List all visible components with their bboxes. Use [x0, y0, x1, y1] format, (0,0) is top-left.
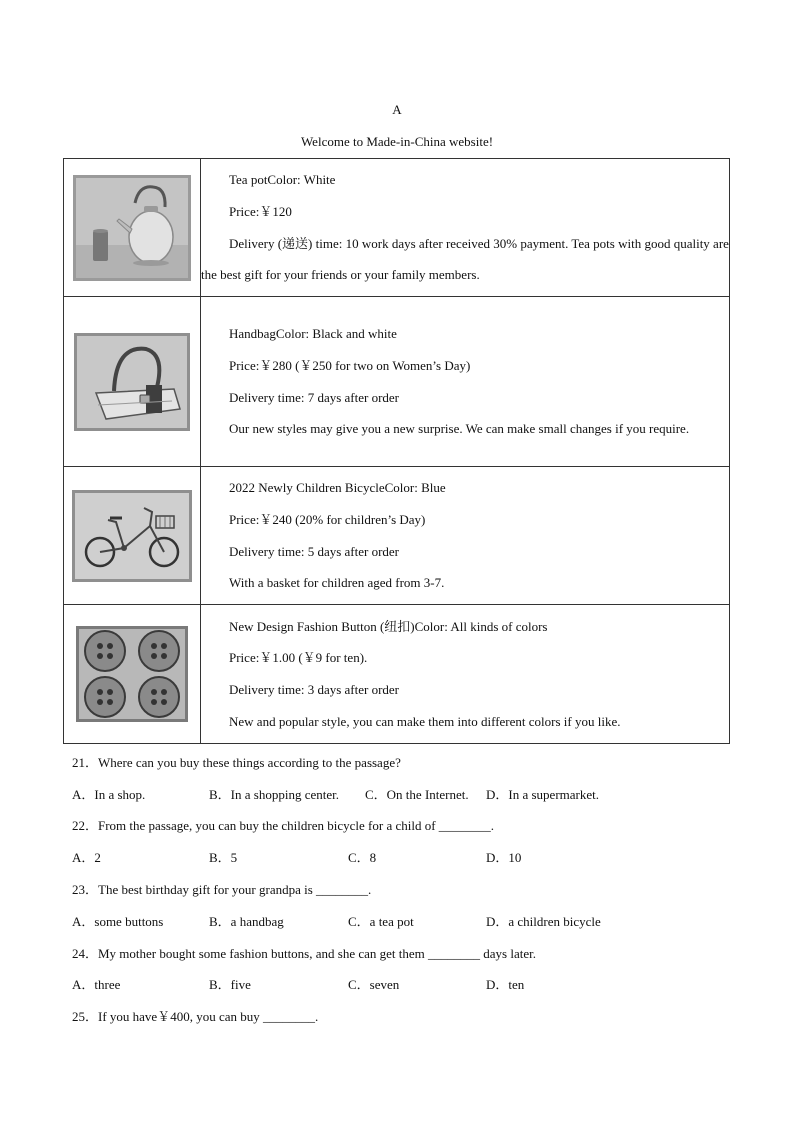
teapot-photo-icon — [73, 175, 191, 281]
product-delivery: Delivery (递送) time: 10 work days after received 30% payment. Tea pots with good quality are the best gift for your friends or your family members. — [201, 235, 729, 283]
option-24-c[interactable]: C．seven — [348, 977, 400, 992]
option-22-c[interactable]: C．8 — [348, 850, 377, 865]
option-23-d[interactable]: D．a children bicycle — [486, 914, 601, 929]
option-21-b[interactable]: B．In a shopping center. — [209, 787, 339, 802]
option-23-b[interactable]: B．a handbag — [209, 914, 284, 929]
product-name-color: New Design Fashion Button (纽扣)Color: All kinds of colors — [229, 618, 548, 634]
option-24-d[interactable]: D．ten — [486, 977, 525, 992]
question-25: 25．If you have￥400, you can buy ________. — [72, 1009, 319, 1024]
product-delivery: Delivery time: 7 days after order — [229, 389, 400, 405]
product-table — [63, 158, 730, 744]
option-22-b[interactable]: B．5 — [209, 850, 238, 865]
product-image-cell — [64, 467, 201, 605]
section-letter: A — [392, 102, 402, 117]
bicycle-photo-icon — [72, 490, 192, 582]
product-note: New and popular style, you can make them into different colors if you like. — [229, 713, 621, 729]
option-23-c[interactable]: C．a tea pot — [348, 914, 414, 929]
product-details — [201, 159, 730, 297]
product-name-color: 2022 Newly Children BicycleColor: Blue — [229, 480, 446, 496]
option-22-a[interactable]: A．2 — [72, 850, 101, 865]
product-name-color: HandbagColor: Black and white — [229, 326, 397, 342]
option-21-c[interactable]: C．On the Internet. — [365, 787, 469, 802]
option-23-a[interactable]: A．some buttons — [72, 914, 164, 929]
product-price: Price:￥280 (￥250 for two on Women’s Day) — [229, 357, 471, 373]
handbag-photo-icon — [74, 333, 190, 431]
passage-title: Welcome to Made-in-China website! — [300, 134, 494, 149]
product-image-cell — [64, 159, 201, 297]
product-note: Our new styles may give you a new surprise. We can make small changes if you require. — [229, 421, 690, 437]
product-row-bicycle — [64, 467, 730, 605]
product-row-teapot — [64, 159, 730, 297]
product-details — [201, 605, 730, 744]
product-row-buttons — [64, 605, 730, 744]
product-price: Price:￥1.00 (￥9 for ten). — [229, 650, 368, 666]
question-22: 22．From the passage, you can buy the children bicycle for a child of ________. — [72, 818, 495, 833]
question-23: 23．The best birthday gift for your grandpa is ________. — [72, 882, 372, 897]
product-row-handbag — [64, 297, 730, 467]
product-delivery: Delivery time: 5 days after order — [229, 543, 400, 559]
option-21-a[interactable]: A．In a shop. — [72, 787, 146, 802]
question-24: 24．My mother bought some fashion buttons, and she can get them ________ days later. — [72, 946, 536, 961]
product-name-color: Tea potColor: White — [229, 172, 336, 188]
product-price: Price:￥240 (20% for children’s Day) — [229, 511, 426, 527]
buttons-photo-icon — [76, 626, 188, 722]
question-21: 21．Where can you buy these things according to the passage? — [72, 755, 401, 770]
option-22-d[interactable]: D．10 — [486, 850, 522, 865]
product-price: Price:￥120 — [229, 203, 292, 219]
option-24-a[interactable]: A．three — [72, 977, 121, 992]
product-delivery: Delivery time: 3 days after order — [229, 682, 400, 697]
product-note: With a basket for children aged from 3-7. — [229, 575, 445, 591]
product-details — [201, 297, 730, 467]
product-image-cell — [64, 297, 201, 467]
product-details — [201, 467, 730, 605]
option-21-d[interactable]: D．In a supermarket. — [486, 787, 599, 802]
option-24-b[interactable]: B．five — [209, 977, 251, 992]
product-image-cell — [64, 605, 201, 744]
